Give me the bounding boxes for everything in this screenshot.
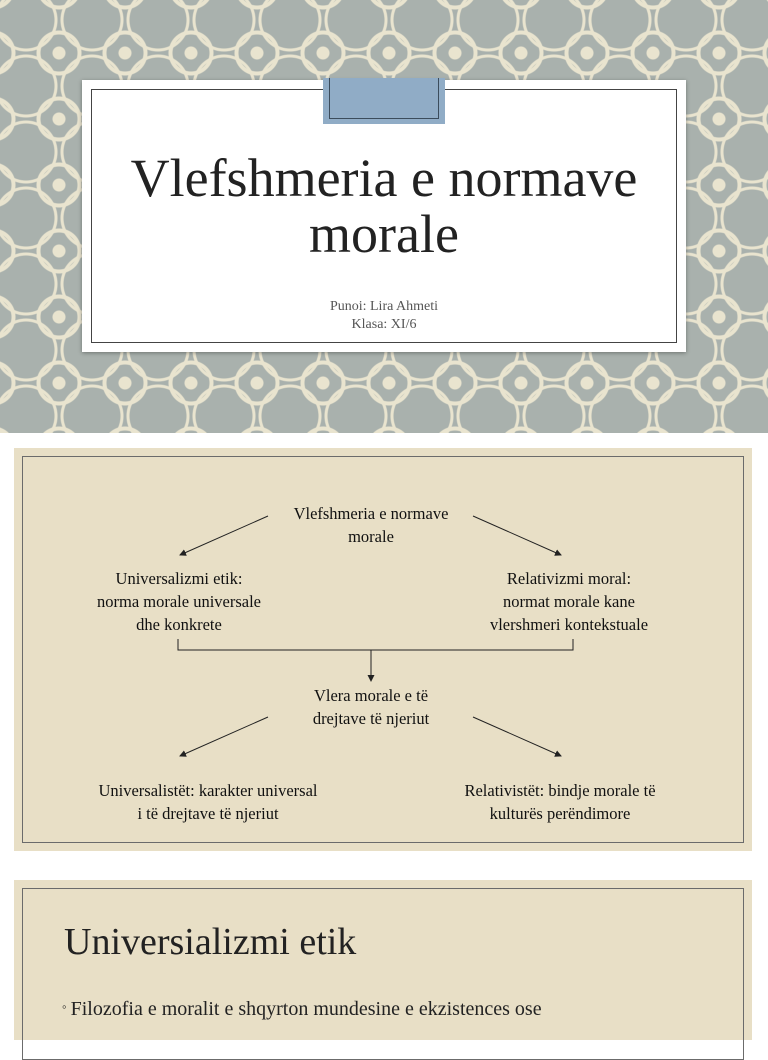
author-label: Punoi: Lira Ahmeti: [329, 299, 439, 314]
node-universalists: Universalistët: karakter universal i të drejtave të njeriut: [98, 781, 318, 823]
content-slide-border: [22, 888, 744, 1060]
title-slide: [0, 0, 768, 433]
content-slide: [14, 880, 752, 1040]
bullet-icon: ◦: [62, 999, 67, 1014]
node-relativism: Relativizmi moral: normat morale kane vlershmeri kontekstuale: [489, 569, 649, 634]
bullet-item: [62, 998, 542, 1021]
title-card: [82, 80, 686, 352]
bullet-text: Filozofia e moralit e shqyrton mundesine e ekzistences ose: [70, 998, 542, 1020]
content-slide-title: Universializmi etik: [64, 921, 357, 963]
class-label: Klasa: XI/6: [351, 317, 417, 332]
diagram-slide: [14, 448, 752, 851]
node-top: Vlefshmeria e normave morale: [293, 504, 449, 546]
slide-title: Vlefshmeria e normave morale: [130, 148, 638, 264]
title-tab-decoration: [323, 78, 445, 124]
node-relativists: Relativistët: bindje morale të kulturës perëndimore: [464, 781, 656, 823]
node-human-rights: Vlera morale e të drejtave të njeriut: [312, 686, 430, 728]
slide-subtitle: [82, 298, 686, 334]
bracket-connector: [178, 639, 573, 650]
node-universalism: Universalizmi etik: norma morale universale dhe konkrete: [96, 569, 262, 634]
